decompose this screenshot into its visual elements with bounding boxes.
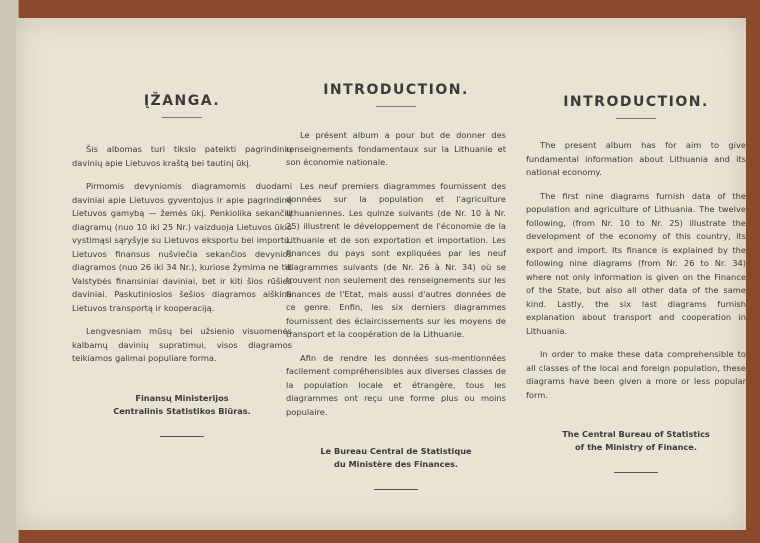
french-heading: INTRODUCTION. xyxy=(323,82,469,98)
english-heading: INTRODUCTION. xyxy=(563,94,709,110)
french-signature-line-2: du Ministère des Finances. xyxy=(333,459,459,469)
introduction-page xyxy=(16,18,746,530)
lithuanian-paragraph-1: Šis albomas turi tikslo pateikti pagrindinių davinių apie Lietuvos kraštą bei tautinį ūkį. xyxy=(72,144,292,168)
french-paragraph-2: Les neuf premiers diagrammes fournissent des données sur la population et l'agriculture lithuaniennes. Les quinze suivants (de Nr. 10 à Nr. 25) illustrent le développement de l'économie de la Lithuanie et de son exportation et importation. Les finances du pays sont expliquées par les neuf diagrammes suivants (de Nr. 26 à Nr. 34) où se trouvent non seulement des renseignements sur les finances de l'Etat, mais aussi d'autres données de ce genre. Enfin, les six derniers diagrammes fournissent des éclaircissements sur les moyens de transport et la coopération de la Lithuanie. xyxy=(286,180,506,339)
lithuanian-heading: ĮŽANGA. xyxy=(143,93,221,109)
french-signature-line-1: Le Bureau Central de Statistique xyxy=(320,446,472,456)
english-column xyxy=(526,18,746,473)
french-paragraph-3: Afin de rendre les données sus-mentionnées facilement compréhensibles aux diverses classes de la population locale et étrangère, tous les diagrammes ont reçu une forme plus ou moins populaire. xyxy=(286,352,506,417)
lithuanian-paragraph-3: Lengvesniam mūsų bei užsienio visuomenės kalbamų davinių supratimui, visos diagramos teikiamos galimai populiare forma. xyxy=(72,326,292,363)
english-signature-line-1: The Central Bureau of Statistics xyxy=(562,429,710,439)
closing-rule xyxy=(374,489,418,490)
french-column xyxy=(286,18,506,490)
english-paragraph-3: In order to make these data comprehensible to all classes of the local and foreign population, these diagrams have been given a more or less popular form. xyxy=(526,349,746,400)
lithuanian-column xyxy=(72,18,292,437)
english-signature-line-2: of the Ministry of Finance. xyxy=(575,442,697,452)
lithuanian-signature-line-1: Finansų Ministerijos xyxy=(135,392,229,403)
closing-rule xyxy=(614,472,658,473)
french-paragraph-1: Le présent album a pour but de donner des renseignements fondamentaux sur la Lithuanie et son économie nationale. xyxy=(286,130,506,167)
closing-rule xyxy=(160,436,204,437)
lithuanian-signature-line-2: Centralinis Statistikos Biūras. xyxy=(113,405,251,416)
english-paragraph-2: The first nine diagrams furnish data of the population and agriculture of Lithuania. The twelve following, (from Nr. 10 to Nr. 25) illustrate the development of the economy of this country, its export and import. Its finance is explained by the following nine diagrams (from Nr. 26 to Nr. 34) where not only information is given on the Finance of the State, but also all other data of the same kind. Lastly, the six last diagrams furnish explanation about transport and cooperation in Lithuania. xyxy=(526,190,746,336)
english-paragraph-1: The present album has for aim to give fundamental information about Lithuania and its national economy. xyxy=(526,140,746,177)
lithuanian-paragraph-2: Pirmomis devyniomis diagramomis duodami daviniai apie Lietuvos gyventojus ir apie pagrindinę Lietuvos gamybą — žemės ūkį. Penkiolika sekančių diagramų (nuo 10 iki 25 Nr.) vaizduoja Lietuvos ūkio vystimąsi sąryšyje su Lietuvos eksportu bei importu. Lietuvos finansus nušviečia sekančios devynios diagramos (nuo 26 iki 34 Nr.), kuriose žymima ne tik Valstybės finansiniai daviniai, bet ir kiti šios rūšies daviniai. Paskutiniosios šešios diagramos aiškina Lietuvos transportą ir kooperaciją. xyxy=(72,181,292,313)
